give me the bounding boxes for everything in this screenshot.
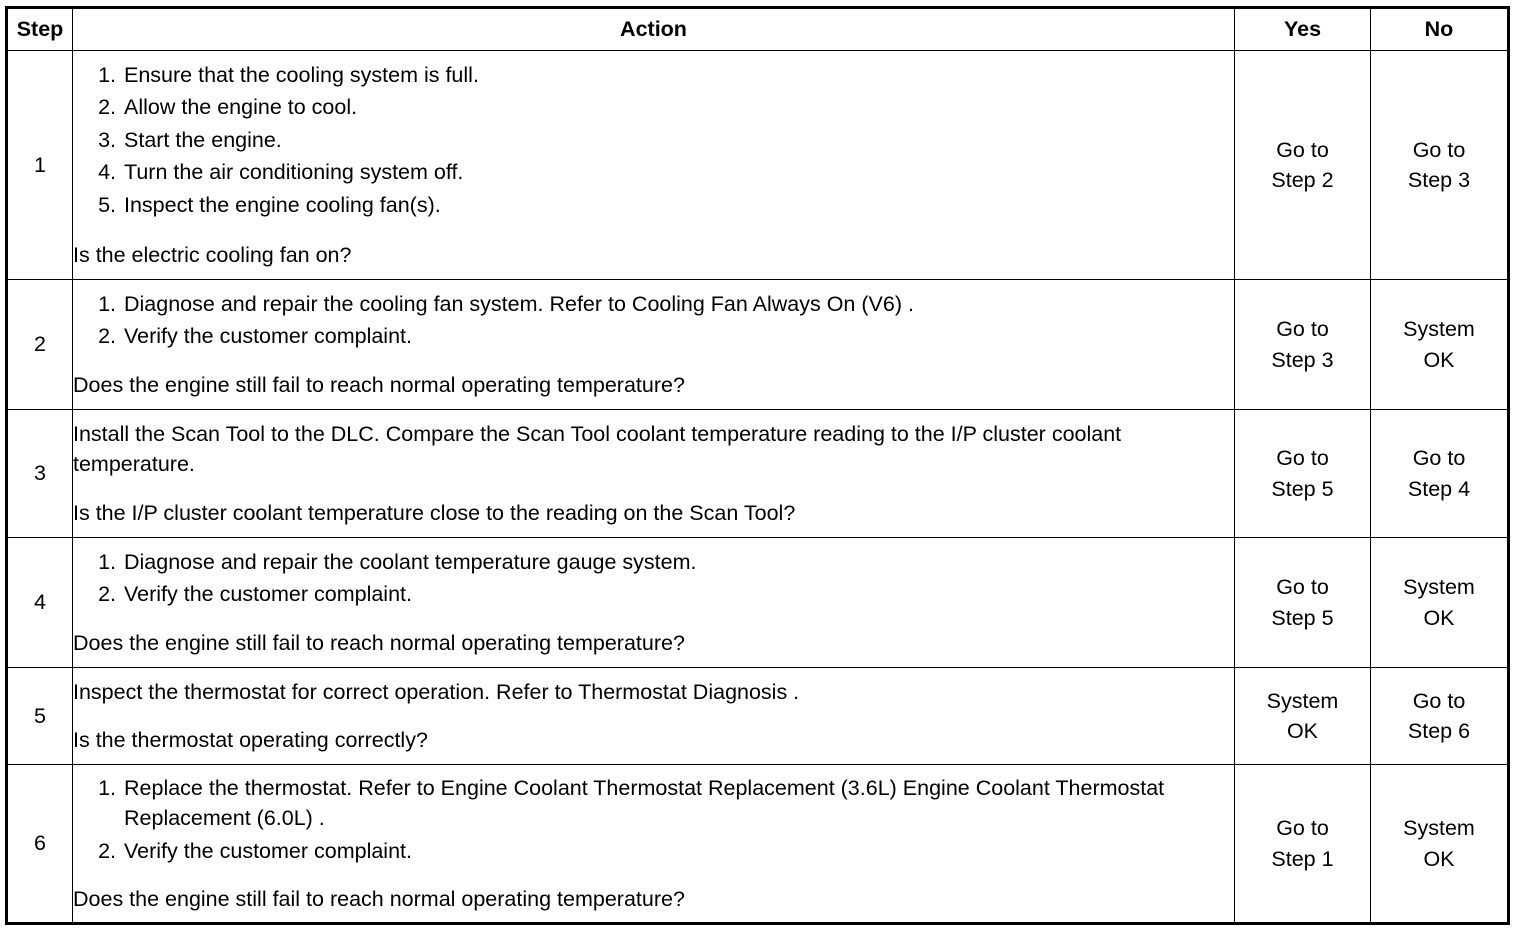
- yes-line: Go to: [1276, 317, 1329, 341]
- action-item: 1. Replace the thermostat. Refer to Engine Coolant Thermostat Replacement (3.6L) Engine Coolant Thermostat Replacement (6.0L) .: [122, 773, 1234, 834]
- yes-cell: [1235, 765, 1371, 924]
- action-item: 1. Diagnose and repair the cooling fan system. Refer to Cooling Fan Always On (V6) .: [122, 289, 1234, 320]
- yes-line: Go to: [1276, 446, 1329, 470]
- action-question: Is the thermostat operating correctly?: [73, 728, 428, 752]
- yes-line: Step 5: [1271, 476, 1334, 501]
- no-line: Go to: [1412, 446, 1466, 470]
- header-no: No: [1371, 8, 1509, 51]
- yes-line: Step 2: [1271, 168, 1334, 192]
- action-question: Does the engine still fail to reach normal operating temperature?: [73, 372, 685, 397]
- no-line: System: [1403, 317, 1475, 341]
- step-number: 1: [7, 51, 73, 280]
- step-number: 2: [7, 280, 73, 410]
- no-cell: [1371, 538, 1509, 668]
- no-line: OK: [1423, 605, 1455, 630]
- action-cell: [73, 280, 1235, 410]
- yes-line: Go to: [1276, 137, 1329, 162]
- diagnostic-table: [5, 6, 1510, 925]
- action-question: Is the I/P cluster coolant temperature close to the reading on the Scan Tool?: [73, 500, 796, 525]
- header-action: Action: [73, 8, 1235, 51]
- table-row: [7, 51, 1509, 280]
- action-question: Does the engine still fail to reach normal operating temperature?: [73, 887, 685, 911]
- no-cell: [1371, 765, 1509, 924]
- header-row: [7, 8, 1509, 51]
- yes-line: Go to: [1276, 816, 1329, 840]
- yes-line: Step 1: [1271, 846, 1334, 871]
- no-line: Step 6: [1407, 719, 1471, 743]
- action-text: Install the Scan Tool to the DLC. Compare the Scan Tool coolant temperature reading to the I/P cluster coolant temperature.: [73, 421, 1122, 477]
- no-cell: [1371, 410, 1509, 538]
- no-line: System: [1403, 816, 1475, 840]
- no-line: Step 4: [1407, 476, 1471, 501]
- no-cell: [1371, 280, 1509, 410]
- no-cell: [1371, 51, 1509, 280]
- no-cell: [1371, 668, 1509, 765]
- table-row: [7, 765, 1509, 924]
- yes-line: Step 3: [1271, 347, 1334, 372]
- yes-cell: [1235, 538, 1371, 668]
- action-list: [73, 289, 1234, 352]
- action-cell: [73, 410, 1235, 538]
- action-item: 2. Allow the engine to cool.: [122, 92, 1234, 123]
- action-item: 4. Turn the air conditioning system off.: [122, 157, 1234, 188]
- step-number: 4: [7, 538, 73, 668]
- no-line: Step 3: [1407, 168, 1471, 192]
- yes-cell: [1235, 280, 1371, 410]
- no-line: Go to: [1412, 137, 1466, 162]
- table-row: [7, 668, 1509, 765]
- table-row: [7, 538, 1509, 668]
- no-line: OK: [1423, 846, 1455, 871]
- action-list: [73, 773, 1234, 867]
- step-number: 3: [7, 410, 73, 538]
- header-yes: Yes: [1235, 8, 1371, 51]
- step-number: 6: [7, 765, 73, 924]
- action-cell: [73, 538, 1235, 668]
- action-cell: [73, 51, 1235, 280]
- yes-cell: [1235, 410, 1371, 538]
- yes-line: Step 5: [1271, 605, 1334, 630]
- action-list: [73, 547, 1234, 610]
- header-step: Step: [7, 8, 73, 51]
- action-item: 2. Verify the customer complaint.: [122, 836, 1234, 867]
- action-item: 2. Verify the customer complaint.: [122, 579, 1234, 610]
- action-list: [73, 60, 1234, 221]
- table-row: [7, 410, 1509, 538]
- table-row: [7, 280, 1509, 410]
- yes-line: OK: [1286, 719, 1319, 743]
- action-item: 3. Start the engine.: [122, 125, 1234, 156]
- action-item: 2. Verify the customer complaint.: [122, 321, 1234, 352]
- yes-line: System: [1266, 688, 1339, 713]
- step-number: 5: [7, 668, 73, 765]
- action-text: Inspect the thermostat for correct operation. Refer to Thermostat Diagnosis .: [73, 679, 800, 704]
- no-line: OK: [1423, 347, 1455, 372]
- no-line: System: [1403, 575, 1475, 599]
- yes-cell: [1235, 668, 1371, 765]
- action-item: 1. Ensure that the cooling system is full.: [122, 60, 1234, 91]
- action-cell: [73, 668, 1235, 765]
- action-question: Is the electric cooling fan on?: [73, 243, 352, 267]
- no-line: Go to: [1412, 688, 1466, 713]
- yes-cell: [1235, 51, 1371, 280]
- action-item: 1. Diagnose and repair the coolant temperature gauge system.: [122, 547, 1234, 578]
- yes-line: Go to: [1276, 575, 1329, 599]
- action-question: Does the engine still fail to reach normal operating temperature?: [73, 630, 685, 655]
- action-cell: [73, 765, 1235, 924]
- action-item: 5. Inspect the engine cooling fan(s).: [122, 190, 1234, 221]
